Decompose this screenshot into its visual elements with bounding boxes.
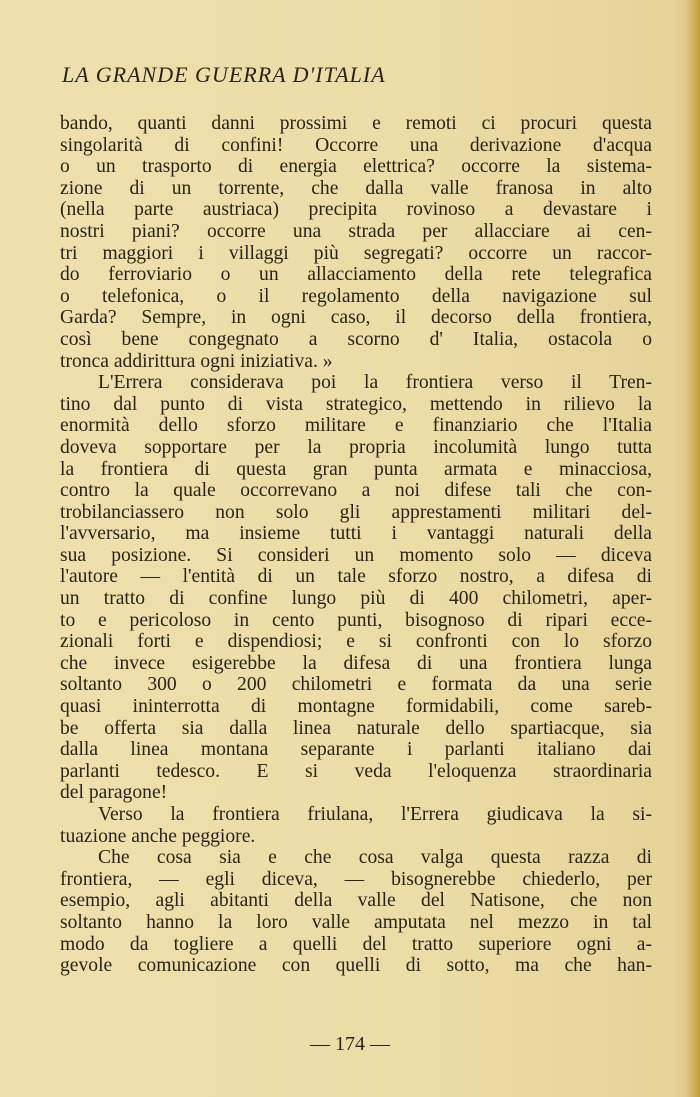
text-line: Che cosa sia e che cosa valga questa razza di — [98, 847, 652, 869]
text-line: L'Errera considerava poi la frontiera verso il Tren- — [98, 372, 652, 394]
text-line: nostri piani? occorre una strada per allacciare ai cen- — [60, 220, 652, 242]
text-line: sua posizione. Si consideri un momento solo — diceva — [60, 544, 652, 566]
text-line: doveva sopportare per la propria incolumità lungo tutta — [60, 436, 652, 458]
text-line: zionali forti e dispendiosi; e si confronti con lo sforzo — [60, 631, 652, 653]
text-line: be offerta sia dalla linea naturale dello spartiacque, sia — [60, 717, 652, 739]
page-edge-shadow — [686, 0, 700, 1097]
text-line: tronca addirittura ogni iniziativa. » — [60, 350, 333, 372]
text-line: quasi ininterrotta di montagne formidabili, come sareb- — [60, 696, 652, 718]
text-line: o un trasporto di energia elettrica? occorre la sistema- — [60, 156, 652, 178]
text-line: parlanti tedesco. E si veda l'eloquenza straordinaria — [60, 760, 652, 782]
page-number: — 174 — — [310, 1033, 390, 1055]
text-line: do ferroviario o un allacciamento della rete telegrafica — [60, 264, 652, 286]
text-line: frontiera, — egli diceva, — bisognerebbe chiederlo, per — [60, 868, 652, 890]
text-line: dalla linea montana separante i parlanti italiano dai — [60, 739, 652, 761]
text-line: contro la quale occorrevano a noi difese tali che con- — [60, 480, 652, 502]
text-line: esempio, agli abitanti della valle del Natisone, che non — [60, 890, 652, 912]
text-line: un tratto di confine lungo più di 400 chilometri, aper- — [60, 588, 652, 610]
text-line: così bene congegnato a scorno d' Italia, ostacola o — [60, 328, 652, 350]
text-line: bando, quanti danni prossimi e remoti ci procuri questa — [60, 113, 652, 134]
text-line: soltanto hanno la loro valle amputata nel mezzo in tal — [60, 911, 652, 933]
text-line: Verso la frontiera friulana, l'Errera giudicava la si- — [98, 804, 652, 825]
text-line: soltanto 300 o 200 chilometri e formata da una serie — [60, 674, 652, 696]
text-line: la frontiera di questa gran punta armata e minacciosa, — [60, 458, 652, 480]
text-line: modo da togliere a quelli del tratto superiore ogni a- — [60, 933, 652, 955]
text-line: tuazione anche peggiore. — [60, 825, 256, 847]
text-line: enormità dello sforzo militare e finanziario che l'Italia — [60, 415, 652, 437]
text-line: Garda? Sempre, in ogni caso, il decorso della frontiera, — [60, 307, 652, 329]
text-line: l'avversario, ma insieme tutti i vantaggi naturali della — [60, 523, 652, 545]
text-line: gevole comunicazione con quelli di sotto, ma che han- — [60, 955, 652, 977]
body-text — [60, 113, 652, 977]
text-line: tri maggiori i villaggi più segregati? occorre un raccor- — [60, 242, 652, 264]
text-line: to e pericoloso in cento punti, bisognoso di ripari ecce- — [60, 609, 652, 631]
text-line: o telefonica, o il regolamento della navigazione sul — [60, 285, 652, 307]
text-line: l'autore — l'entità di un tale sforzo nostro, a difesa di — [60, 566, 652, 588]
text-line: zione di un torrente, che dalla valle franosa in alto — [60, 177, 652, 199]
text-line: (nella parte austriaca) precipita rovinoso a devastare i — [60, 199, 652, 221]
text-line: trobilanciassero non solo gli apprestamenti militari del- — [60, 501, 652, 523]
text-line: del paragone! — [60, 782, 168, 804]
text-line: che invece esigerebbe la difesa di una frontiera lunga — [60, 652, 652, 674]
text-line: tino dal punto di vista strategico, mettendo in rilievo la — [60, 393, 652, 415]
running-head: LA GRANDE GUERRA D'ITALIA — [62, 62, 386, 87]
text-line: singolarità di confini! Occorre una derivazione d'acqua — [60, 134, 652, 156]
